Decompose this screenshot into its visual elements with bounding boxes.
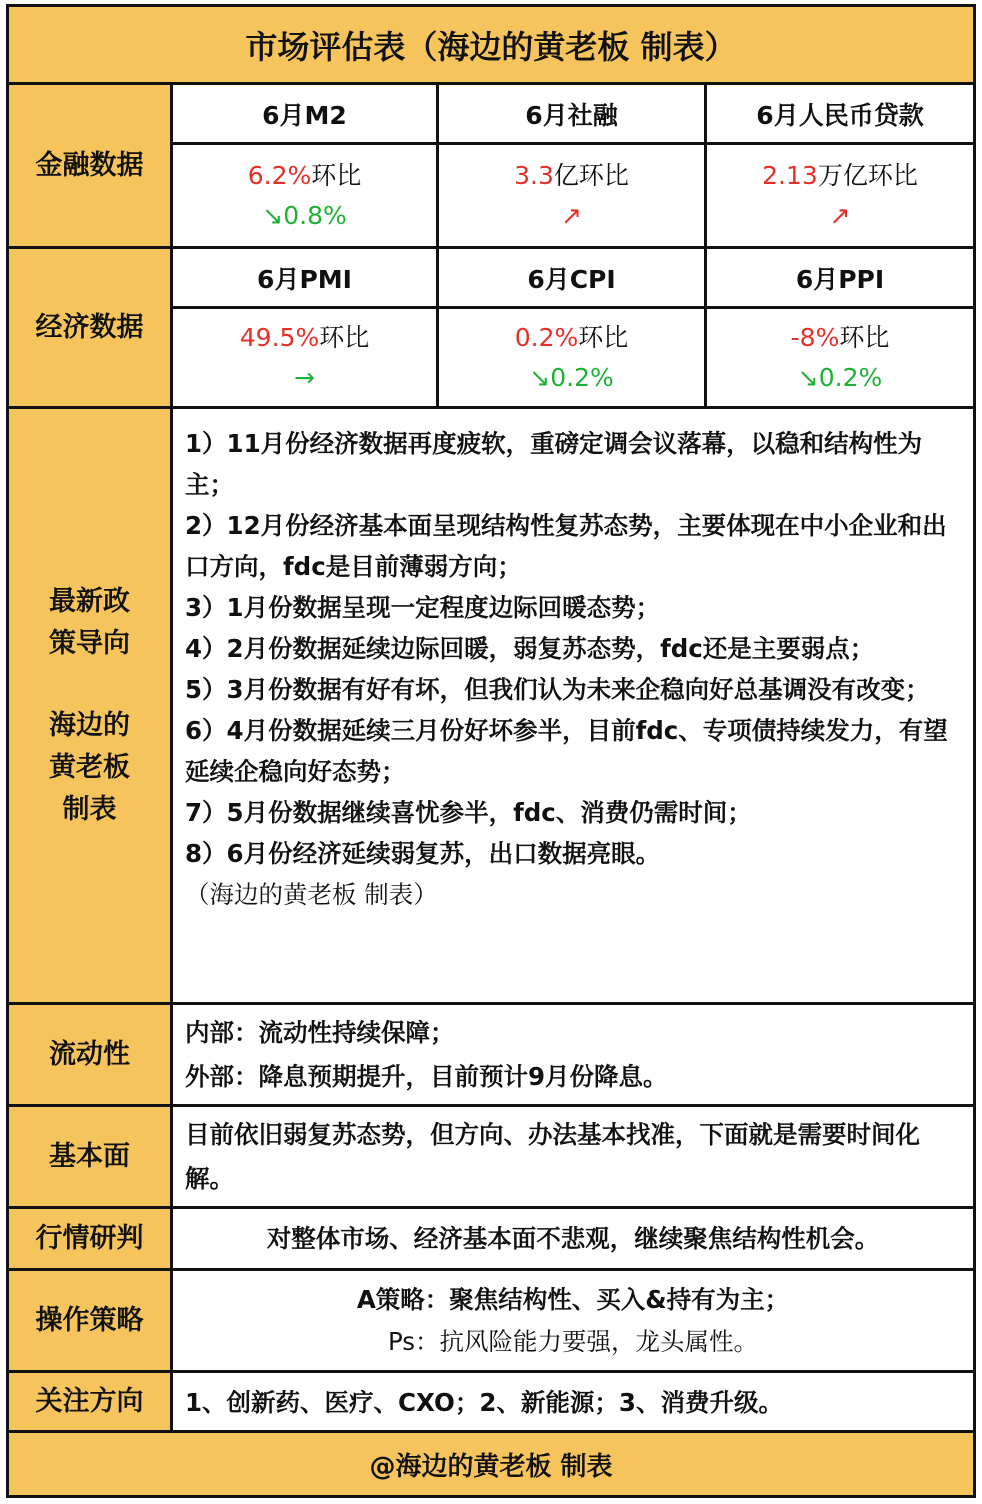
strategy-label: 操作策略 (9, 1271, 173, 1370)
policy-label-line4: 黄老板 (49, 751, 130, 783)
table-title: 市场评估表（海边的黄老板 制表） (9, 7, 973, 85)
ppi-value-cell (707, 309, 973, 406)
social-financing-value: 3.3 (514, 160, 554, 190)
financial-label: 金融数据 (9, 85, 173, 246)
policy-label-line5: 制表 (62, 793, 117, 825)
policy-item: 1）11月份经济数据再度疲软，重磅定调会议落幕，以稳和结构性为主； (185, 429, 923, 499)
strategy-line2: Ps：抗风险能力要强，龙头属性。 (387, 1326, 759, 1356)
social-financing-trend: ↗ (561, 200, 582, 230)
ppi-value: -8% (790, 322, 840, 352)
liquidity-content (173, 1005, 973, 1104)
fundamentals-content (173, 1107, 973, 1206)
footer-credit: @海边的黄老板 制表 (9, 1433, 973, 1495)
pmi-header: 6月PMI (173, 249, 439, 309)
focus-row (9, 1373, 973, 1433)
economic-label: 经济数据 (9, 249, 173, 406)
social-financing-value-cell (439, 145, 707, 246)
assessment-table (6, 4, 976, 1498)
rmb-loans-header: 6月人民币贷款 (707, 85, 973, 145)
fundamentals-row (9, 1107, 973, 1209)
market-text: 对整体市场、经济基本面不悲观，继续聚焦结构性机会。 (266, 1223, 880, 1253)
policy-label (9, 409, 173, 1002)
pmi-value-cell (173, 309, 439, 406)
rmb-loans-value: 2.13 (762, 160, 818, 190)
fundamentals-text: 目前依旧弱复苏态势，但方向、办法基本找准，下面就是需要时间化解。 (185, 1120, 920, 1193)
m2-header: 6月M2 (173, 85, 439, 145)
ppi-header: 6月PPI (707, 249, 973, 309)
strategy-line1: A策略：聚焦结构性、买入&持有为主； (356, 1284, 790, 1314)
social-financing-suffix: 亿环比 (553, 160, 629, 190)
policy-item: 2）12月份经济基本面呈现结构性复苏态势，主要体现在中小企业和出口方向，fdc是目前薄弱方向； (185, 511, 947, 581)
cpi-value-cell (439, 309, 707, 406)
policy-item: 6）4月份数据延续三月份好坏参半，目前fdc、专项债持续发力，有望延续企稳向好态势； (185, 716, 948, 786)
rmb-loans-value-cell (707, 145, 973, 246)
financial-row (9, 85, 973, 249)
social-financing-header: 6月社融 (439, 85, 707, 145)
cpi-value: 0.2% (514, 322, 579, 352)
policy-row (9, 409, 973, 1005)
cpi-header: 6月CPI (439, 249, 707, 309)
policy-item: 7）5月份数据继续喜忧参半，fdc、消费仍需时间； (185, 798, 752, 827)
strategy-content (173, 1271, 973, 1370)
pmi-suffix: 环比 (319, 322, 370, 352)
liquidity-row (9, 1005, 973, 1107)
fundamentals-label: 基本面 (9, 1107, 173, 1206)
m2-value: 6.2% (247, 160, 312, 190)
market-content (173, 1209, 973, 1268)
policy-note: （海边的黄老板 制表） (185, 880, 438, 909)
policy-item: 5）3月份数据有好有坏，但我们认为未来企稳向好总基调没有改变； (185, 675, 930, 704)
cpi-suffix: 环比 (578, 322, 629, 352)
policy-label-line2: 策导向 (49, 627, 130, 659)
market-label: 行情研判 (9, 1209, 173, 1268)
focus-content (173, 1373, 973, 1430)
cpi-trend: ↘0.2% (529, 362, 614, 392)
liquidity-label: 流动性 (9, 1005, 173, 1104)
rmb-loans-suffix: 万亿环比 (817, 160, 918, 190)
policy-label-line1: 最新政 (49, 585, 130, 617)
m2-trend: ↘0.8% (262, 200, 347, 230)
rmb-loans-trend: ↗ (829, 200, 851, 230)
m2-suffix: 环比 (311, 160, 362, 190)
policy-label-line3: 海边的 (49, 709, 130, 741)
liquidity-internal: 内部：流动性持续保障； (185, 1018, 455, 1047)
liquidity-external: 外部：降息预期提升，目前预计9月份降息。 (185, 1062, 668, 1091)
ppi-suffix: 环比 (839, 322, 890, 352)
policy-item: 8）6月份经济延续弱复苏，出口数据亮眼。 (185, 839, 661, 868)
pmi-trend: → (294, 362, 315, 392)
policy-content (173, 409, 973, 1002)
market-row (9, 1209, 973, 1271)
focus-label: 关注方向 (9, 1373, 173, 1430)
pmi-value: 49.5% (239, 322, 320, 352)
m2-value-cell (173, 145, 439, 246)
ppi-trend: ↘0.2% (797, 362, 883, 392)
economic-row (9, 249, 973, 409)
strategy-row (9, 1271, 973, 1373)
focus-text: 1、创新药、医疗、CXO；2、新能源；3、消费升级。 (185, 1388, 783, 1417)
policy-item: 3）1月份数据呈现一定程度边际回暖态势； (185, 593, 661, 622)
policy-item: 4）2月份数据延续边际回暖，弱复苏态势，fdc还是主要弱点； (185, 634, 875, 663)
